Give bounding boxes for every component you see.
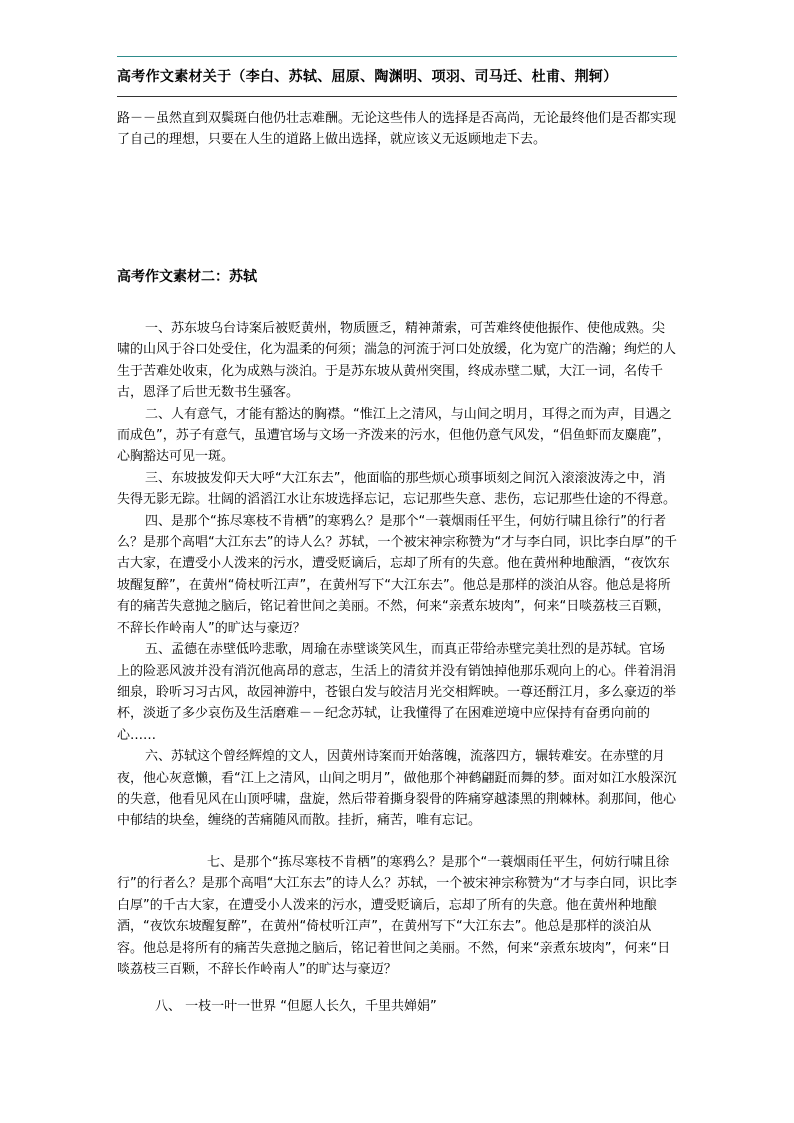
paragraph-6: 六、苏轼这个曾经辉煌的文人，因黄州诗案而开始落魄，流落四方，辗转难安。在赤壁的月夜，他心灰意懒，看“江上之清风，山间之明月”，做他那个神鹤翩跹而舞的梦。面对如江水般深沉的失意，他看见风在山顶呼啸，盘旋，然后带着撕身裂骨的阵痛穿越漆黑的荆棘林。刹那间，他心中郁结的块垒，缠绕的苦痛随风而散。挂折，痛苦，唯有忘记。 — [117, 749, 677, 829]
paragraph-2: 二、人有意气，才能有豁达的胸襟。“惟江上之清风，与山间之明月，耳得之而为声，目遇之而成色”，苏子有意气，虽遭官场与文场一齐泼来的污水，但他仍意气风发，“侣鱼虾而友麋鹿”，心胸豁达可见一斑。 — [117, 406, 672, 465]
paragraph-5: 五、孟德在赤壁低吟悲歌，周瑜在赤壁谈笑风生，而真正带给赤壁完美壮烈的是苏轼。官场上的险恶风波并没有消沉他高昂的意志，生活上的清贫并没有销蚀掉他那乐观向上的心。伴着涓涓细泉，聆听习习古风，故园神游中，苍银白发与皎洁月光交相辉映。一尊还酹江月，多么豪迈的举杯，淡逝了多少哀伤及生活磨难－－纪念苏轼，让我懂得了在困难逆境中应保持有奋勇向前的心…… — [117, 642, 677, 743]
header-top-rule — [117, 56, 677, 57]
section-title: 高考作文素材二：苏轼 — [117, 269, 257, 285]
paragraph-4: 四、是那个“拣尽寒枝不肯栖”的寒鸦么？是那个“一蓑烟雨任平生，何妨行啸且徐行”的行者么？是那个高唱“大江东去”的诗人么？苏轼，一个被宋神宗称赞为“才与李白同，识比李白厚”的千古大家，在遭受小人泼来的污水，遭受贬谪后，忘却了所有的失意。他在黄州种地酿酒，“夜饮东坡醒复醉”，在黄州“倚杖听江声”，在黄州写下“大江东去”。他总是那样的淡泊从容。他总是将所有的痛苦失意抛之脑后，铭记着世间之美丽。不然，何来“亲煮东坡肉”，何来“日啖荔枝三百颗，不辞长作岭南人”的旷达与豪迈？ — [117, 513, 677, 636]
page-header-title: 高考作文素材关于（李白、苏轼、屈原、陶渊明、项羽、司马迁、杜甫、荆轲） — [117, 69, 618, 85]
header-bottom-rule — [117, 96, 677, 97]
paragraph-1: 一、苏东坡乌台诗案后被贬黄州，物质匮乏，精神萧索，可苦难终使他振作、使他成熟。尖啸的山风于谷口处受住，化为温柔的何须；湍急的河流于河口处放缓，化为宽广的浩瀚；绚烂的人生于苦难处收束，化为成熟与淡泊。于是苏东坡从黄州突围，终成赤壁二赋，大江一词，名传千古，恩泽了后世无数书生骚客。 — [117, 321, 677, 401]
intro-paragraph: 路－－虽然直到双鬓斑白他仍壮志难酬。无论这些伟人的选择是否高尚，无论最终他们是否都实现了自己的理想，只要在人生的道路上做出选择，就应该义无返顾地走下去。 — [117, 111, 677, 147]
paragraph-7: 七、是那个“拣尽寒枝不肯栖”的寒鸦么？是那个“一蓑烟雨任平生，何妨行啸且徐行”的行者么？是那个高唱“大江东去”的诗人么？苏轼，一个被宋神宗称赞为“才与李白同，识比李白厚”的千古大家，在遭受小人泼来的污水，遭受贬谪后，忘却了所有的失意。他在黄州种地酿酒，“夜饮东坡醒复醉”，在黄州“倚杖听江声”，在黄州写下“大江东去”。他总是那样的淡泊从容。他总是将所有的痛苦失意抛之脑后，铭记着世间之美丽。不然，何来“亲煮东坡肉”，何来“日啖荔枝三百颗，不辞长作岭南人”的旷达与豪迈？ — [117, 855, 677, 978]
article-body — [117, 318, 677, 832]
paragraph-8: 八、 一枝一叶一世界 “但愿人长久，千里共婵娟” — [155, 999, 437, 1014]
paragraph-3: 三、东坡披发仰天大呼“大江东去”，他面临的那些烦心琐事顷刻之间沉入滚滚波涛之中，消失得无影无踪。壮阔的滔滔江水让东坡选择忘记，忘记那些失意、悲伤，忘记那些仕途的不得意。 — [117, 470, 677, 508]
